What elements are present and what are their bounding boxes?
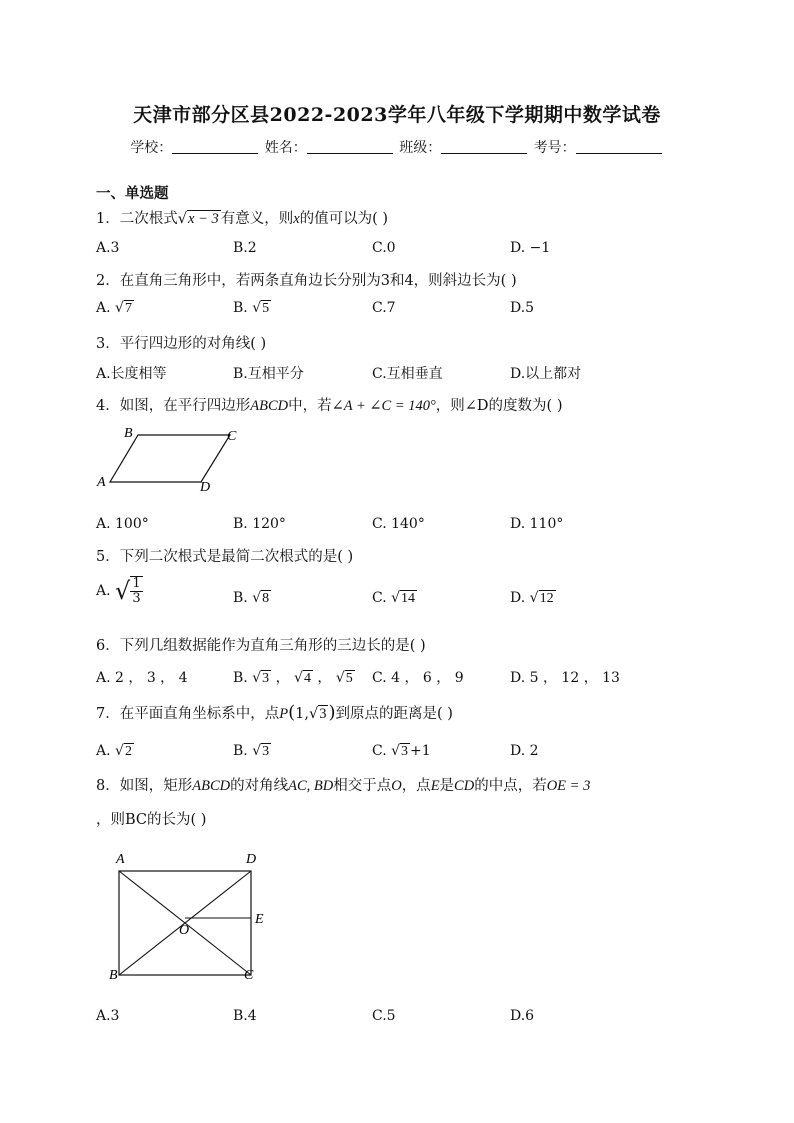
question-2 bbox=[96, 269, 517, 290]
q4-option-d[interactable]: D. 110° bbox=[510, 516, 564, 532]
radical-sign: √ bbox=[308, 706, 319, 722]
paren-open: ( bbox=[288, 702, 296, 723]
numerator: 1 bbox=[132, 576, 141, 591]
question-text: 中，若 bbox=[288, 398, 332, 414]
question-text: 如图，在平行四边形 bbox=[119, 398, 251, 414]
radical-sign: √ bbox=[252, 743, 262, 759]
segment-name: CD bbox=[454, 778, 475, 794]
radical-sign: √ bbox=[115, 300, 124, 316]
question-text: 到原点的距离是( ) bbox=[335, 706, 453, 722]
radicand: x − 3 bbox=[187, 211, 219, 227]
q2-option-c[interactable]: C.7 bbox=[372, 300, 396, 316]
question-number: 1． bbox=[96, 211, 120, 227]
radicand: 5 bbox=[262, 301, 270, 316]
option-label: B. bbox=[233, 590, 253, 606]
vertex-label-c: C bbox=[244, 968, 254, 983]
parallelogram-figure bbox=[94, 420, 254, 498]
radical-sign: √ bbox=[115, 577, 131, 605]
radicand: 14 bbox=[401, 591, 416, 606]
question-number: 6． bbox=[96, 638, 120, 654]
question-text: 平行四边形的对角线( ) bbox=[119, 336, 267, 352]
question-number: 5． bbox=[96, 549, 120, 565]
name-blank[interactable] bbox=[307, 139, 393, 154]
class-blank[interactable] bbox=[441, 139, 527, 154]
denominator: 3 bbox=[132, 591, 141, 606]
q7-option-c[interactable] bbox=[372, 743, 431, 760]
question-number: 7． bbox=[96, 706, 120, 722]
q5-option-a[interactable] bbox=[96, 576, 143, 606]
question-text: 下列几组数据能作为直角三角形的三边长的是( ) bbox=[119, 638, 426, 654]
point-name: O bbox=[391, 778, 402, 794]
fraction bbox=[130, 576, 142, 606]
section-title: 一、单选题 bbox=[96, 185, 169, 202]
radicand: 3 bbox=[319, 706, 327, 722]
school-label: 学校： bbox=[130, 140, 173, 156]
point-name: P bbox=[279, 706, 289, 722]
radicand: 3 bbox=[262, 671, 270, 686]
question-text: 在平面直角坐标系中，点 bbox=[119, 706, 280, 722]
option-label: B. bbox=[233, 743, 253, 759]
option-label: A. bbox=[96, 583, 116, 599]
name-label: 姓名： bbox=[264, 140, 307, 156]
radical-sign: √ bbox=[177, 211, 187, 227]
q6-option-d[interactable]: D. 5 ， 12 ， 13 bbox=[510, 670, 620, 686]
radicand: 3 bbox=[262, 744, 270, 759]
radicand: 3 bbox=[401, 744, 409, 759]
page-title: 天津市部分区县2022-2023学年八年级下学期期中数学试卷 bbox=[133, 104, 661, 126]
coordinate-x: 1, bbox=[295, 706, 309, 722]
option-label: A. bbox=[96, 300, 116, 316]
question-text: 在直角三角形中，若两条直角边长分别为3和4，则斜边长为( ) bbox=[119, 273, 517, 289]
question-text: 的对角线 bbox=[230, 778, 289, 794]
question-text: 二次根式 bbox=[119, 211, 178, 227]
rectangle-figure bbox=[100, 845, 280, 990]
radical-sign: √ bbox=[391, 590, 401, 606]
radical-sign: √ bbox=[335, 670, 345, 686]
radical-sign: √ bbox=[252, 300, 262, 316]
radicand: 5 bbox=[345, 671, 353, 686]
q2-option-b[interactable] bbox=[233, 300, 271, 317]
q8-option-a[interactable]: A.3 bbox=[96, 1008, 120, 1024]
math-expression: ∠A + ∠C = 140° bbox=[331, 398, 436, 414]
radicand: 12 bbox=[539, 591, 554, 606]
radicand: 7 bbox=[124, 301, 132, 316]
number-blank[interactable] bbox=[576, 139, 662, 154]
q3-option-c[interactable]: C.互相垂直 bbox=[372, 366, 443, 382]
question-8 bbox=[96, 774, 590, 795]
question-4 bbox=[96, 394, 562, 415]
shape-name: ABCD bbox=[250, 398, 289, 414]
q5-option-d[interactable] bbox=[510, 590, 556, 607]
q6-option-c[interactable]: C. 4 ， 6 ， 9 bbox=[372, 670, 464, 686]
vertex-label-d: D bbox=[200, 480, 211, 495]
q4-option-c[interactable]: C. 140° bbox=[372, 516, 425, 532]
diagonal-names: AC, BD bbox=[288, 778, 334, 794]
paren-close: ) bbox=[328, 702, 336, 723]
parallelogram-shape bbox=[110, 435, 230, 482]
q7-option-a[interactable] bbox=[96, 743, 134, 760]
question-number: 8． bbox=[96, 778, 120, 794]
separator: ， bbox=[312, 670, 336, 686]
question-number: 4． bbox=[96, 398, 120, 414]
radicand: 8 bbox=[262, 591, 270, 606]
question-8-line-2: ，则BC的长为( ) bbox=[96, 812, 207, 828]
student-info-line bbox=[0, 137, 794, 157]
question-text: 的中点，若 bbox=[474, 778, 547, 794]
q8-option-b[interactable]: B.4 bbox=[233, 1008, 257, 1024]
q1-option-c[interactable]: C.0 bbox=[372, 240, 396, 256]
option-label: C. bbox=[372, 743, 392, 759]
question-text: 如图，矩形 bbox=[119, 778, 193, 794]
radical-sign: √ bbox=[252, 590, 262, 606]
option-label: C. bbox=[372, 590, 392, 606]
q3-option-b[interactable]: B.互相平分 bbox=[233, 366, 304, 382]
q1-option-d[interactable]: D. −1 bbox=[510, 240, 551, 256]
vertex-label-b: B bbox=[124, 426, 133, 441]
option-label: A. bbox=[96, 743, 116, 759]
question-text: 的值可以为( ) bbox=[299, 211, 389, 227]
q3-option-d[interactable]: D.以上都对 bbox=[510, 366, 582, 382]
q2-option-a[interactable] bbox=[96, 300, 134, 317]
question-number: 3． bbox=[96, 336, 120, 352]
question-text: 相交于点 bbox=[333, 778, 392, 794]
separator: ， bbox=[271, 670, 295, 686]
q4-option-b[interactable]: B. 120° bbox=[233, 516, 286, 532]
point-label-e: E bbox=[255, 912, 264, 927]
shape-name: ABCD bbox=[192, 778, 231, 794]
q2-option-d[interactable]: D.5 bbox=[510, 300, 535, 316]
radical-sign: √ bbox=[529, 590, 539, 606]
question-5 bbox=[96, 545, 353, 566]
variable: x bbox=[293, 211, 300, 227]
radicand: 2 bbox=[124, 744, 132, 759]
vertex-label-a: A bbox=[97, 475, 106, 490]
q5-option-b[interactable] bbox=[233, 590, 271, 607]
radical-sign: √ bbox=[294, 670, 303, 686]
option-label: B. bbox=[233, 670, 253, 686]
option-label: B. bbox=[233, 300, 253, 316]
question-1 bbox=[96, 207, 388, 228]
q8-option-c[interactable]: C.5 bbox=[372, 1008, 396, 1024]
number-label: 考号： bbox=[533, 140, 576, 156]
q1-option-b[interactable]: B.2 bbox=[233, 240, 257, 256]
vertex-label-c: C bbox=[227, 429, 237, 444]
q3-option-a[interactable]: A.长度相等 bbox=[96, 366, 167, 382]
q1-option-a[interactable]: A.3 bbox=[96, 240, 120, 256]
question-number: 2． bbox=[96, 273, 120, 289]
point-name: E bbox=[430, 778, 440, 794]
option-label: D. bbox=[510, 590, 530, 606]
point-label-o: O bbox=[179, 923, 190, 938]
vertex-label-a: A bbox=[116, 852, 125, 867]
option-tail: +1 bbox=[410, 743, 431, 759]
question-text: ，点 bbox=[401, 778, 431, 794]
q7-option-b[interactable] bbox=[233, 743, 271, 760]
q7-option-d[interactable]: D. 2 bbox=[510, 743, 539, 759]
q5-option-c[interactable] bbox=[372, 590, 417, 607]
radical-sign: √ bbox=[115, 743, 124, 759]
q6-option-a[interactable]: A. 2 ， 3 ， 4 bbox=[96, 670, 188, 686]
question-text: 有意义，则 bbox=[220, 211, 294, 227]
vertex-label-b: B bbox=[109, 968, 118, 983]
school-blank[interactable] bbox=[172, 139, 258, 154]
q8-option-d[interactable]: D.6 bbox=[510, 1008, 535, 1024]
radical-sign: √ bbox=[391, 743, 401, 759]
radicand: 4 bbox=[303, 671, 311, 686]
radical-sign: √ bbox=[252, 670, 262, 686]
q4-option-a[interactable]: A. 100° bbox=[96, 516, 149, 532]
question-text: ，则∠D的度数为( ) bbox=[435, 398, 563, 414]
question-6 bbox=[96, 634, 426, 655]
class-label: 班级： bbox=[399, 140, 442, 156]
question-text: 是 bbox=[439, 778, 455, 794]
q6-option-b[interactable] bbox=[233, 667, 355, 687]
math-expression: OE = 3 bbox=[546, 778, 591, 794]
vertex-label-d: D bbox=[246, 852, 257, 867]
question-text: 下列二次根式是最简二次根式的是( ) bbox=[119, 549, 354, 565]
question-3 bbox=[96, 332, 266, 353]
question-7 bbox=[96, 702, 453, 723]
